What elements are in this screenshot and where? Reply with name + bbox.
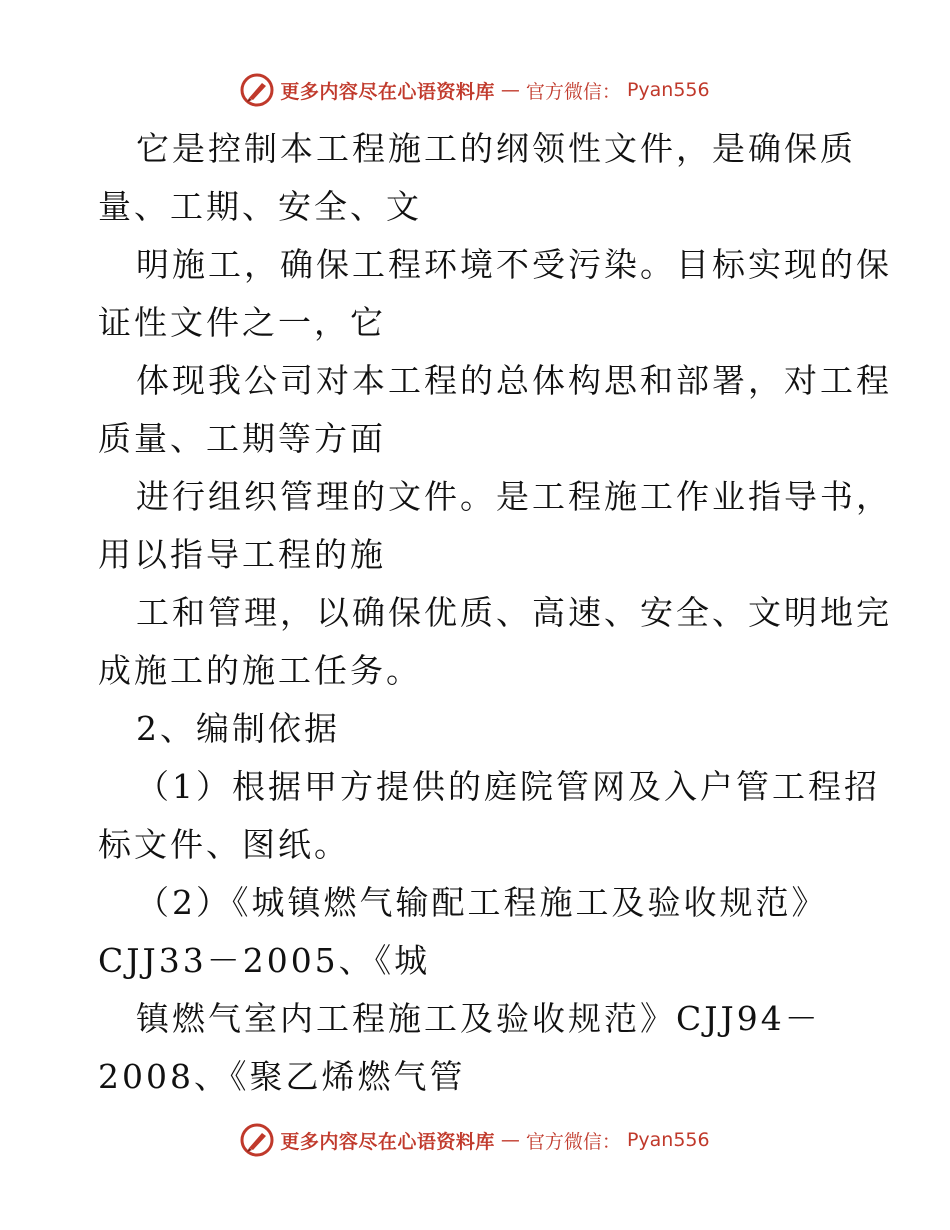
text-line: 它是控制本工程施工的纲领性文件，是确保质 bbox=[136, 129, 856, 168]
text-line: 用以指导工程的施 bbox=[98, 535, 386, 574]
watermark-wechat-label: 官方微信： bbox=[525, 80, 621, 103]
pen-logo-icon bbox=[240, 73, 274, 107]
header-watermark bbox=[0, 70, 950, 110]
text-line: 体现我公司对本工程的总体构思和部署，对工程 bbox=[136, 361, 892, 400]
watermark-site-text: 更多内容尽在心语资料库 bbox=[280, 1130, 495, 1153]
watermark-separator: — bbox=[500, 79, 520, 101]
text-line: 质量、工期等方面 bbox=[98, 419, 386, 458]
text-line: 镇燃气室内工程施工及验收规范》CJJ94－ bbox=[136, 999, 821, 1038]
watermark-separator: — bbox=[500, 1129, 520, 1151]
text-line: 成施工的施工任务。 bbox=[98, 651, 422, 690]
text-line: 明施工，确保工程环境不受污染。目标实现的保 bbox=[136, 245, 892, 284]
document-body bbox=[98, 120, 892, 1106]
text-line: （1）根据甲方提供的庭院管网及入户管工程招 bbox=[136, 767, 880, 806]
text-line: 2、编制依据 bbox=[136, 709, 340, 748]
text-line: 2008、《聚乙烯燃气管 bbox=[98, 1057, 466, 1096]
watermark-site-text: 更多内容尽在心语资料库 bbox=[280, 80, 495, 103]
watermark-wechat-id: Pyan556 bbox=[626, 1129, 710, 1151]
footer-watermark bbox=[0, 1120, 950, 1160]
text-line: 量、工期、安全、文 bbox=[98, 187, 422, 226]
text-line: 标文件、图纸。 bbox=[98, 825, 350, 864]
pen-logo-icon bbox=[240, 1123, 274, 1157]
text-line: 证性文件之一，它 bbox=[98, 303, 386, 342]
text-line: CJJ33－2005、《城 bbox=[98, 941, 431, 980]
watermark-wechat-id: Pyan556 bbox=[626, 79, 710, 101]
text-line: 进行组织管理的文件。是工程施工作业指导书， bbox=[136, 477, 892, 516]
watermark-wechat-label: 官方微信： bbox=[525, 1130, 621, 1153]
text-line: （2）《城镇燃气输配工程施工及验收规范》 bbox=[136, 883, 828, 922]
text-line: 工和管理，以确保优质、高速、安全、文明地完 bbox=[136, 593, 892, 632]
